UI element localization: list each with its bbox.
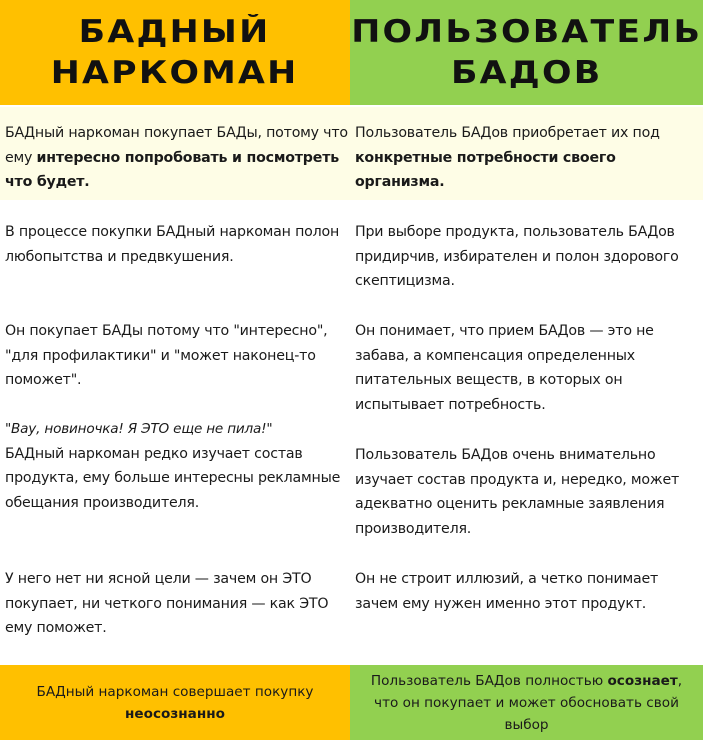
footer-left-cell <box>0 665 350 740</box>
row1-left-emphasis: интересно попробовать и посмотреть что будет. <box>5 149 339 191</box>
row4-left-quote: "Вау, новиночка! Я ЭТО еще не пила!" <box>5 421 273 437</box>
row4-left-text: "Вау, новиночка! Я ЭТО еще не пила!" БАДный наркоман редко изучает состав продукта, ему больше интересны рекламные обещания производителя. <box>5 417 350 515</box>
header-left-title: БАДНЫЙ НАРКОМАН <box>51 13 299 91</box>
footer-right-text: Пользователь БАДов полностью <box>370 672 608 689</box>
header-right-title: ПОЛЬЗОВАТЕЛЬ БАДОВ <box>351 13 702 91</box>
row5-left-text: У него нет ни ясной цели — зачем он ЭТО покупает, ни четкого понимания — как ЭТО ему поможет. <box>5 571 329 637</box>
header-right-cell <box>350 0 703 105</box>
footer-right-emphasis: осознает <box>607 672 678 689</box>
row2-left-text: В процессе покупки БАДный наркоман полон любопытства и предвкушения. <box>5 224 340 265</box>
footer-right-cell: Пользователь БАДов полностью осознает, что он покупает и может обосновать свой выбор <box>350 665 703 740</box>
row3-right-text: Он понимает, что прием БАДов — это не забава, а компенсация определенных питательных веществ, в которых он испытывает потребность. <box>355 323 654 413</box>
row3-left-text: Он покупает БАДы потому что "интересно", "для профилактики" и "может наконец-то поможет". <box>5 323 328 389</box>
header-left-cell <box>0 0 350 105</box>
footer-left-text: БАДный наркоман совершает покупку <box>36 683 314 700</box>
row1-right-text: Пользователь БАДов приобретает их под конкретные потребности своего организма. <box>355 125 660 191</box>
row1-right-emphasis: конкретные потребности своего организма. <box>355 149 616 191</box>
row4-right-text: Пользователь БАДов очень внимательно изучает состав продукта и, нередко, может адекватно оценить рекламные заявления производителя. <box>355 447 680 537</box>
row2-right-text: При выборе продукта, пользователь БАДов придирчив, избирателен и полон здорового скептицизма. <box>355 224 679 290</box>
row5-right-text: Он не строит иллюзий, а четко понимает зачем ему нужен именно этот продукт. <box>355 571 659 612</box>
footer-left-emphasis: неосознанно <box>125 705 225 722</box>
row1-left-text: БАДный наркоман покупает БАДы, потому что ему интересно попробовать и посмотреть что будет. <box>5 125 348 191</box>
